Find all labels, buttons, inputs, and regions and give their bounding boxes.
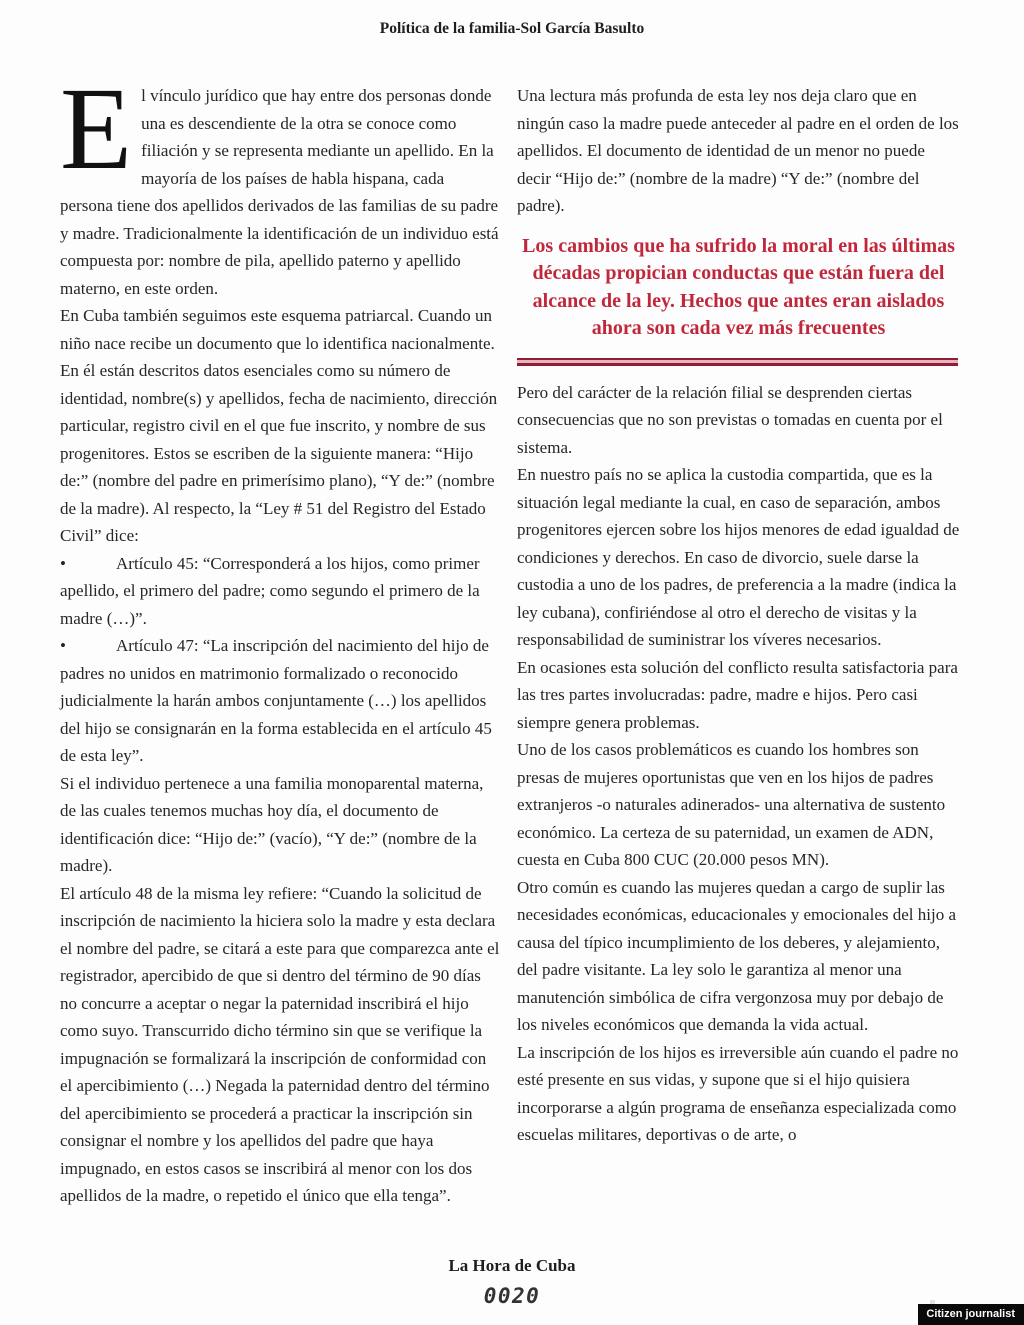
- bullet-icon: •: [60, 553, 66, 573]
- paragraph-intro: [60, 63, 500, 302]
- list-item-text: Artículo 45: “Corresponderá a los hijos, como primer apellido, el primero del padre; como segundo el primero de la madre (…)”.: [60, 553, 480, 628]
- paragraph: Otro común es cuando las mujeres quedan a cargo de suplir las necesidades económicas, educacionales y emocionales del hijo a causa del típico incumplimiento de los deberes, y alejamiento, del padre visitante. La ley solo le garantiza al menor una manutención simbólica de cifra vergonzosa muy por debajo de los niveles económicos que demanda la vida actual.: [517, 877, 956, 1034]
- bullet-icon: •: [60, 636, 66, 655]
- list-item-articulo-47: [60, 632, 500, 770]
- drop-cap: E: [60, 63, 133, 194]
- list-item-text: Artículo 47: “La inscripción del nacimiento del hijo de padres no unidos en matrimonio formalizado o reconocido judicialmente la harán ambos conjuntamente (…) los apellidos del hijo se consignarán en la forma establecida en el artículo 45 de esta ley”.: [60, 636, 492, 765]
- list-item-articulo-45: [60, 550, 500, 633]
- paragraph: En Cuba también seguimos este esquema patriarcal. Cuando un niño nace recibe un documento que lo identifica nacionalmente. En él están descritos datos esenciales como su número de identidad, nombre(s) y apellidos, fecha de nacimiento, dirección particular, registro civil en el que fue inscrito, y nombre de sus progenitores. Estos se escriben de la siguiente manera: “Hijo de:” (nombre del padre en primerísimo plano), “Y de:” (nombre de la madre). Al respecto, la “Ley # 51 del Registro del Estado Civil” dice:: [60, 306, 498, 545]
- left-column: [60, 63, 500, 1210]
- paragraph: Una lectura más profunda de esta ley nos deja claro que en ningún caso la madre puede anteceder al padre en el orden de los apellidos. El documento de identidad de un menor no puede decir “Hijo de:” (nombre de la madre) “Y de:” (nombre del padre).: [517, 86, 959, 215]
- paragraph: Pero del carácter de la relación filial se desprenden ciertas consecuencias que no son previstas o tomadas en cuenta por el sistema.: [517, 382, 943, 457]
- right-column: [517, 82, 960, 1210]
- paragraph: En nuestro país no se aplica la custodia compartida, que es la situación legal mediante la cual, en caso de separación, ambos progenitores ejercen sobre los hijos menores de edad igualdad de condiciones y derechos. En caso de divorcio, suele darse la custodia a uno de los padres, de preferencia a la madre (indica la ley cubana), confiriéndose al otro el derecho de visitas y la responsabilidad de suministrar los víveres necesarios.: [517, 465, 960, 649]
- page-header-title: Política de la familia-Sol García Basulto: [379, 20, 645, 37]
- citizen-journalist-badge: Citizen journalist: [918, 1304, 1024, 1325]
- section-divider-rule: [517, 358, 958, 366]
- paragraph: Uno de los casos problemáticos es cuando los hombres son presas de mujeres oportunistas que ven en los hijos de padres extranjeros -o naturales adinerados- una alternativa de sustento económico. La certeza de su paternidad, un examen de ADN, cuesta en Cuba 800 CUC (20.000 pesos MN).: [517, 740, 946, 869]
- paragraph-text: l vínculo jurídico que hay entre dos personas donde una es descendiente de la otra se conoce como filiación y se representa mediante un apellido. En la mayoría de los países de habla hispana, cada persona tiene dos apellidos derivados de las familias de su padre y madre. Tradicionalmente la identificación de un individuo está compuesta por: nombre de pila, apellido paterno y apellido materno, en este orden.: [60, 86, 499, 298]
- article-body: [60, 63, 960, 1210]
- page-number: 0020: [483, 1284, 541, 1308]
- paragraph: El artículo 48 de la misma ley refiere: “Cuando la solicitud de inscripción de nacimiento la hiciera solo la madre y esta declara el nombre del padre, se citará a este para que comparezca ante el registrador, apercibido de que si dentro del término de 90 días no concurre a aceptar o negar la paternidad inscribirá el hijo como suyo. Transcurrido dicho término sin que se verifique la impugnación se formalizará la inscripción de conformidad con el apercibimiento (…) Negada la paternidad dentro del término del apercibimiento se procederá a practicar la inscripción sin consignar el nombre y los apellidos del padre que haya impugnado, en estos casos se inscribirá al menor con los dos apellidos de la madre, o repetido el único que ella tenga”.: [60, 883, 500, 1205]
- paragraph: Si el individuo pertenece a una familia monoparental materna, de las cuales tenemos muchas hoy día, el documento de identificación dice: “Hijo de:” (vacío), “Y de:” (nombre de la madre).: [60, 773, 484, 875]
- paragraph: La inscripción de los hijos es irreversible aún cuando el padre no esté presente en sus vidas, y supone que si el hijo quisiera incorporarse a algún programa de enseñanza especializada como escuelas militares, deportivas o de arte, o: [517, 1042, 959, 1144]
- paragraph: En ocasiones esta solución del conflicto resulta satisfactoria para las tres partes involucradas: padre, madre e hijos. Pero casi siempre genera problemas.: [517, 657, 958, 732]
- pull-quote: Los cambios que ha sufrido la moral en las últimas décadas propician conductas que están fuera del alcance de la ley. Hechos que antes eran aislados ahora son cada vez más frecuentes: [522, 234, 955, 339]
- footer-publication-name: La Hora de Cuba: [448, 1256, 576, 1275]
